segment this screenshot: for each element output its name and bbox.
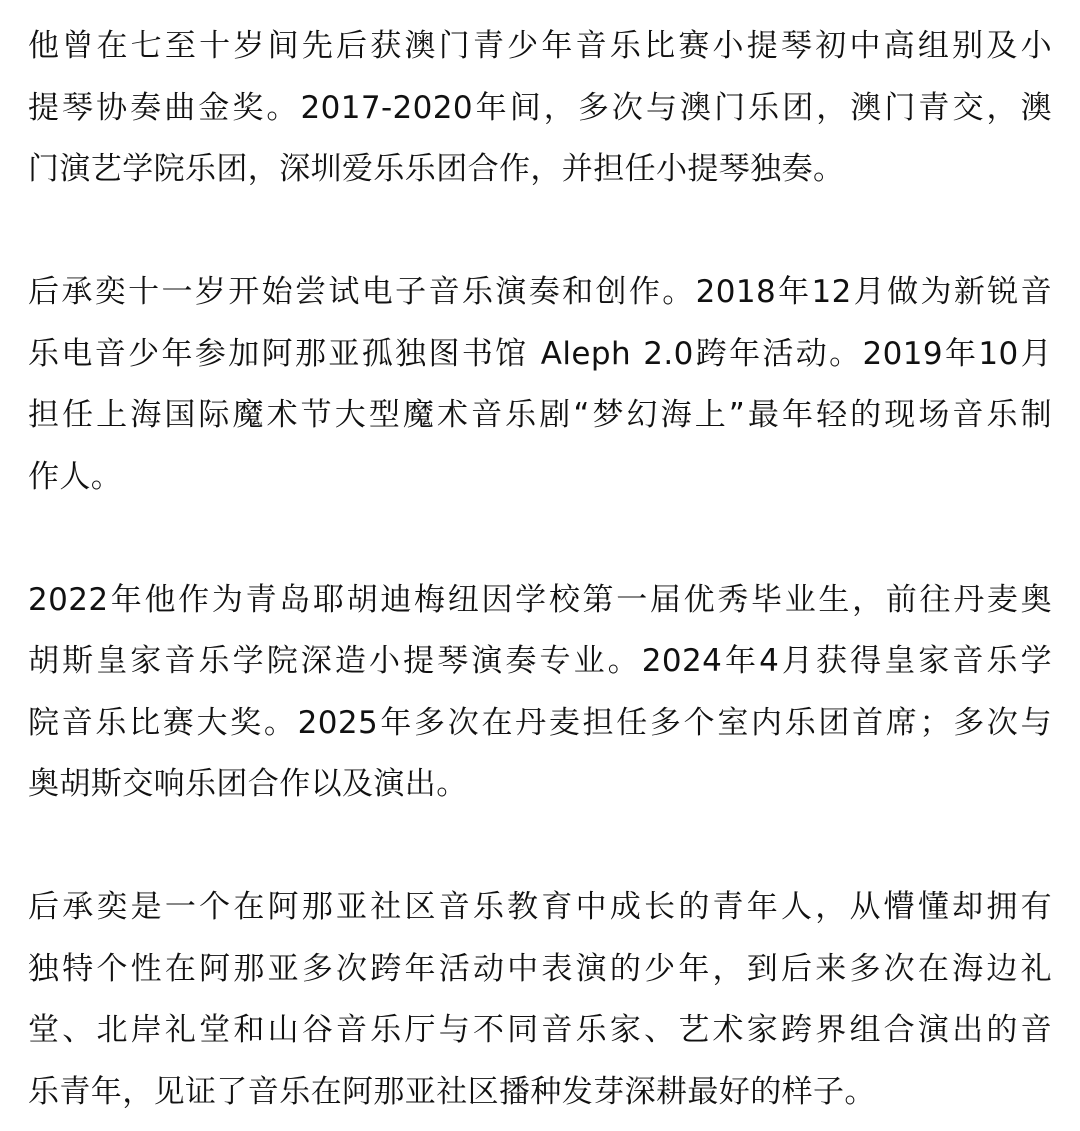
text-line: 他曾在七至十岁间先后获澳门青少年音乐比赛小提琴初中高组别及小: [28, 28, 1052, 64]
text-line: 后承奕十一岁开始尝试电子音乐演奏和创作。2018年12月做为新锐音: [28, 274, 1052, 310]
text-line: 门演艺学院乐团，深圳爱乐乐团合作，并担任小提琴独奏。: [28, 151, 845, 187]
text-line: 独特个性在阿那亚多次跨年活动中表演的少年，到后来多次在海边礼: [28, 950, 1052, 987]
text-line: 作人。: [28, 458, 123, 495]
text-line: 奥胡斯交响乐团合作以及演出。: [28, 766, 468, 802]
text-line: 2022年他作为青岛耶胡迪梅纽因学校第一届优秀毕业生，前往丹麦奥: [28, 581, 1052, 618]
paragraph-denmark-studies: [28, 570, 1052, 816]
paragraph-violin-awards: [28, 16, 1052, 201]
text-line: 胡斯皇家音乐学院深造小提琴演奏专业。2024年4月获得皇家音乐学: [28, 643, 1052, 679]
text-line: 院音乐比赛大奖。2025年多次在丹麦担任多个室内乐团首席；多次与: [28, 704, 1052, 741]
text-line: 乐电音少年参加阿那亚孤独图书馆 Aleph 2.0跨年活动。2019年10月: [28, 335, 1052, 372]
paragraph-community-growth: [28, 877, 1052, 1123]
text-line: 堂、北岸礼堂和山谷音乐厅与不同音乐家、艺术家跨界组合演出的音: [28, 1012, 1052, 1048]
article-body: [28, 16, 1052, 1123]
text-line: 乐青年，见证了音乐在阿那亚社区播种发芽深耕最好的样子。: [28, 1073, 876, 1110]
paragraph-electronic-music: [28, 262, 1052, 508]
text-line: 提琴协奏曲金奖。2017-2020年间，多次与澳门乐团，澳门青交，澳: [28, 89, 1052, 126]
text-line: 担任上海国际魔术节大型魔术音乐剧“梦幻海上”最年轻的现场音乐制: [28, 397, 1052, 433]
text-line: 后承奕是一个在阿那亚社区音乐教育中成长的青年人，从懵懂却拥有: [28, 889, 1052, 925]
